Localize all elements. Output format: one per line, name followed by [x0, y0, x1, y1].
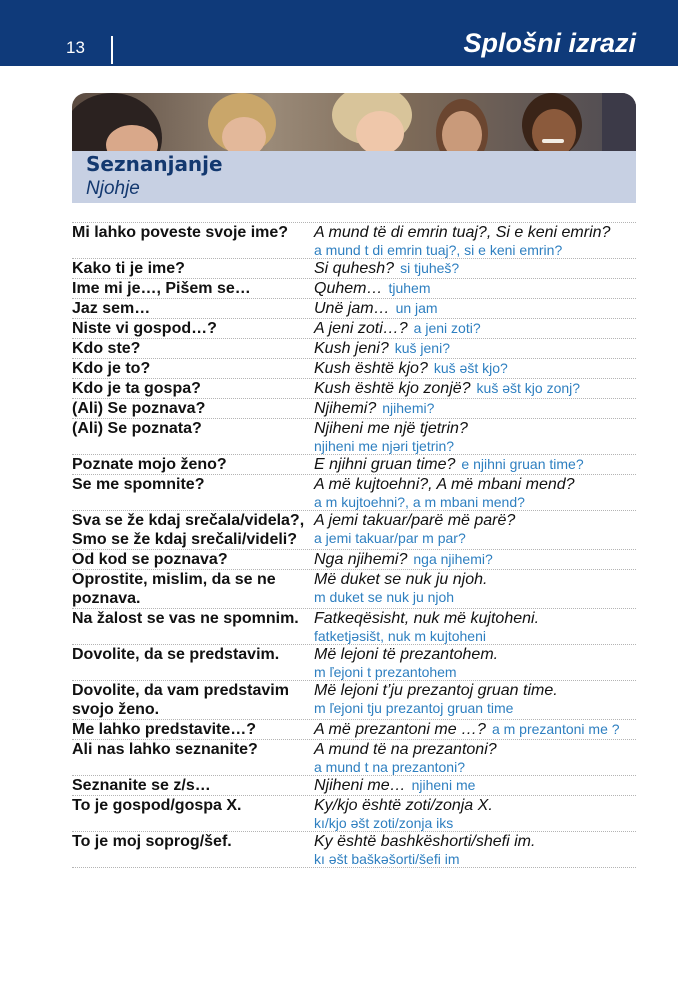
- phrase-pronunciation: nga njihemi?: [413, 551, 493, 567]
- phrase-pronunciation: a jeni zoti?: [413, 320, 481, 336]
- phrase-source: Niste vi gospod…?: [72, 320, 217, 337]
- phrase-translation: Njiheni me…: [314, 777, 406, 794]
- phrase-pronunciation: a mund t na prezantoni?: [314, 759, 465, 775]
- header-divider: [111, 36, 113, 64]
- phrase-row: [72, 475, 636, 511]
- chapter-title: Splošni izrazi: [463, 28, 636, 58]
- phrase-source: Sva se že kdaj srečala/videla?, Smo se že kdaj srečali/videli?: [72, 512, 305, 548]
- phrase-row: [72, 279, 636, 299]
- phrase-pronunciation: a jemi takuar/par m par?: [314, 530, 466, 546]
- phrase-pronunciation: a mund t di emrin tuaj?, si e keni emrin?: [314, 242, 563, 258]
- phrase-source: Kdo je to?: [72, 360, 151, 377]
- phrase-row: [72, 796, 636, 832]
- phrase-source: Seznanite se z/s…: [72, 777, 211, 794]
- phrase-translation: Nga njihemi?: [314, 551, 408, 568]
- phrase-pronunciation: kuš əšt kjo zonj?: [476, 380, 581, 396]
- phrase-translation: Kush është kjo zonjë?: [314, 380, 471, 397]
- phrase-source: Ime mi je…, Pišem se…: [72, 280, 251, 297]
- phrase-pronunciation: m ľejoni tju prezantoj gruan time: [314, 700, 514, 716]
- phrase-source: Ali nas lahko seznanite?: [72, 741, 258, 758]
- phrase-row: [72, 740, 636, 776]
- phrase-translation: A mund të di emrin tuaj?, Si e keni emrin?: [314, 224, 611, 241]
- page-number: 13: [66, 38, 85, 57]
- phrase-row: [72, 259, 636, 279]
- phrase-translation: Ky është bashkëshorti/shefi im.: [314, 833, 536, 850]
- phrase-translation: Si quhesh?: [314, 260, 395, 277]
- phrase-source: Kdo ste?: [72, 340, 141, 357]
- phrase-row: [72, 399, 636, 419]
- phrase-pronunciation: tjuhem: [388, 280, 431, 296]
- phrase-source: Se me spomnite?: [72, 476, 205, 493]
- phrase-row: [72, 720, 636, 740]
- section-title: Seznanjanje: [86, 152, 223, 176]
- phrase-translation: Ky/kjo është zoti/zonja X.: [314, 797, 493, 814]
- phrase-source: Od kod se poznava?: [72, 551, 228, 568]
- phrase-source: Dovolite, da vam predstavim svojo ženo.: [72, 682, 289, 718]
- phrase-row: [72, 359, 636, 379]
- phrase-pronunciation: kuš jeni?: [394, 340, 450, 356]
- phrase-pronunciation: a m kujtoehni?, a m mbani mend?: [314, 494, 525, 510]
- phrase-translation: A mund të na prezantoni?: [314, 741, 497, 758]
- phrase-pronunciation: njiheni me: [411, 777, 476, 793]
- phrase-source: Dovolite, da se predstavim.: [72, 646, 280, 663]
- phrase-row: [72, 455, 636, 475]
- phrase-translation: Më duket se nuk ju njoh.: [314, 571, 488, 588]
- page-header: [0, 0, 678, 66]
- phrase-pronunciation: kuš əšt kjo?: [433, 360, 508, 376]
- phrase-row: [72, 570, 636, 609]
- phrase-row: [72, 419, 636, 455]
- phrase-pronunciation: kı əšt baškəšorti/šefi im: [314, 851, 460, 867]
- phrase-source: (Ali) Se poznata?: [72, 420, 202, 437]
- phrase-row: [72, 832, 636, 868]
- phrase-translation: A jeni zoti…?: [314, 320, 408, 337]
- phrase-pronunciation: a m prezantoni me ?: [491, 721, 620, 737]
- phrase-pronunciation: fatketjəsišt, nuk m kujtoheni: [314, 628, 486, 644]
- phrase-source: To je moj soprog/šef.: [72, 833, 232, 850]
- phrase-pronunciation: kı/kjo əšt zoti/zonja iks: [314, 815, 454, 831]
- section-photo: [72, 93, 636, 151]
- phrase-source: Oprostite, mislim, da se ne poznava.: [72, 571, 276, 607]
- phrase-translation: Kush është kjo?: [314, 360, 428, 377]
- phrase-translation: Kush jeni?: [314, 340, 389, 357]
- phrase-pronunciation: m ľejoni t prezantohem: [314, 664, 457, 680]
- phrase-translation: Njiheni me një tjetrin?: [314, 420, 468, 437]
- phrase-row: [72, 379, 636, 399]
- phrase-row: [72, 550, 636, 570]
- phrase-pronunciation: si tjuheš?: [400, 260, 460, 276]
- phrase-row: [72, 223, 636, 259]
- phrase-translation: Më lejoni të prezantohem.: [314, 646, 499, 663]
- phrase-pronunciation: njiheni me njəri tjetrin?: [314, 438, 455, 454]
- phrase-pronunciation: e njihni gruan time?: [461, 456, 584, 472]
- phrase-row: [72, 299, 636, 319]
- phrase-row: [72, 681, 636, 720]
- phrase-translation: Unë jam…: [314, 300, 390, 317]
- phrase-translation: Fatkeqësisht, nuk më kujtoheni.: [314, 610, 540, 627]
- phrase-translation: A më kujtoehni?, A më mbani mend?: [314, 476, 575, 493]
- phrase-source: Mi lahko poveste svoje ime?: [72, 224, 289, 241]
- section-banner: [72, 93, 636, 203]
- phrase-row: [72, 339, 636, 359]
- phrase-source: Me lahko predstavite…?: [72, 721, 257, 738]
- phrase-translation: Më lejoni t’ju prezantoj gruan time.: [314, 682, 558, 699]
- phrase-row: [72, 319, 636, 339]
- phrase-source: Kdo je ta gospa?: [72, 380, 201, 397]
- phrase-list: [72, 222, 636, 868]
- phrase-source: (Ali) Se poznava?: [72, 400, 206, 417]
- phrase-source: Jaz sem…: [72, 300, 151, 317]
- phrase-source: To je gospod/gospa X.: [72, 797, 242, 814]
- phrase-row: [72, 776, 636, 796]
- phrase-translation: A jemi takuar/parë më parë?: [314, 512, 516, 529]
- phrase-translation: Njihemi?: [314, 400, 377, 417]
- phrase-pronunciation: m duket se nuk ju njoh: [314, 589, 455, 605]
- phrase-pronunciation: njihemi?: [382, 400, 435, 416]
- phrase-row: [72, 511, 636, 550]
- phrase-pronunciation: un jam: [395, 300, 438, 316]
- phrase-source: Poznate mojo ženo?: [72, 456, 227, 473]
- phrase-source: Na žalost se vas ne spomnim.: [72, 610, 299, 627]
- phrase-row: [72, 645, 636, 681]
- phrase-translation: E njihni gruan time?: [314, 456, 456, 473]
- phrase-source: Kako ti je ime?: [72, 260, 185, 277]
- phrase-translation: Quhem…: [314, 280, 383, 297]
- phrase-row: [72, 609, 636, 645]
- section-subtitle: Njohje: [86, 178, 140, 199]
- phrase-translation: A më prezantoni me …?: [314, 721, 486, 738]
